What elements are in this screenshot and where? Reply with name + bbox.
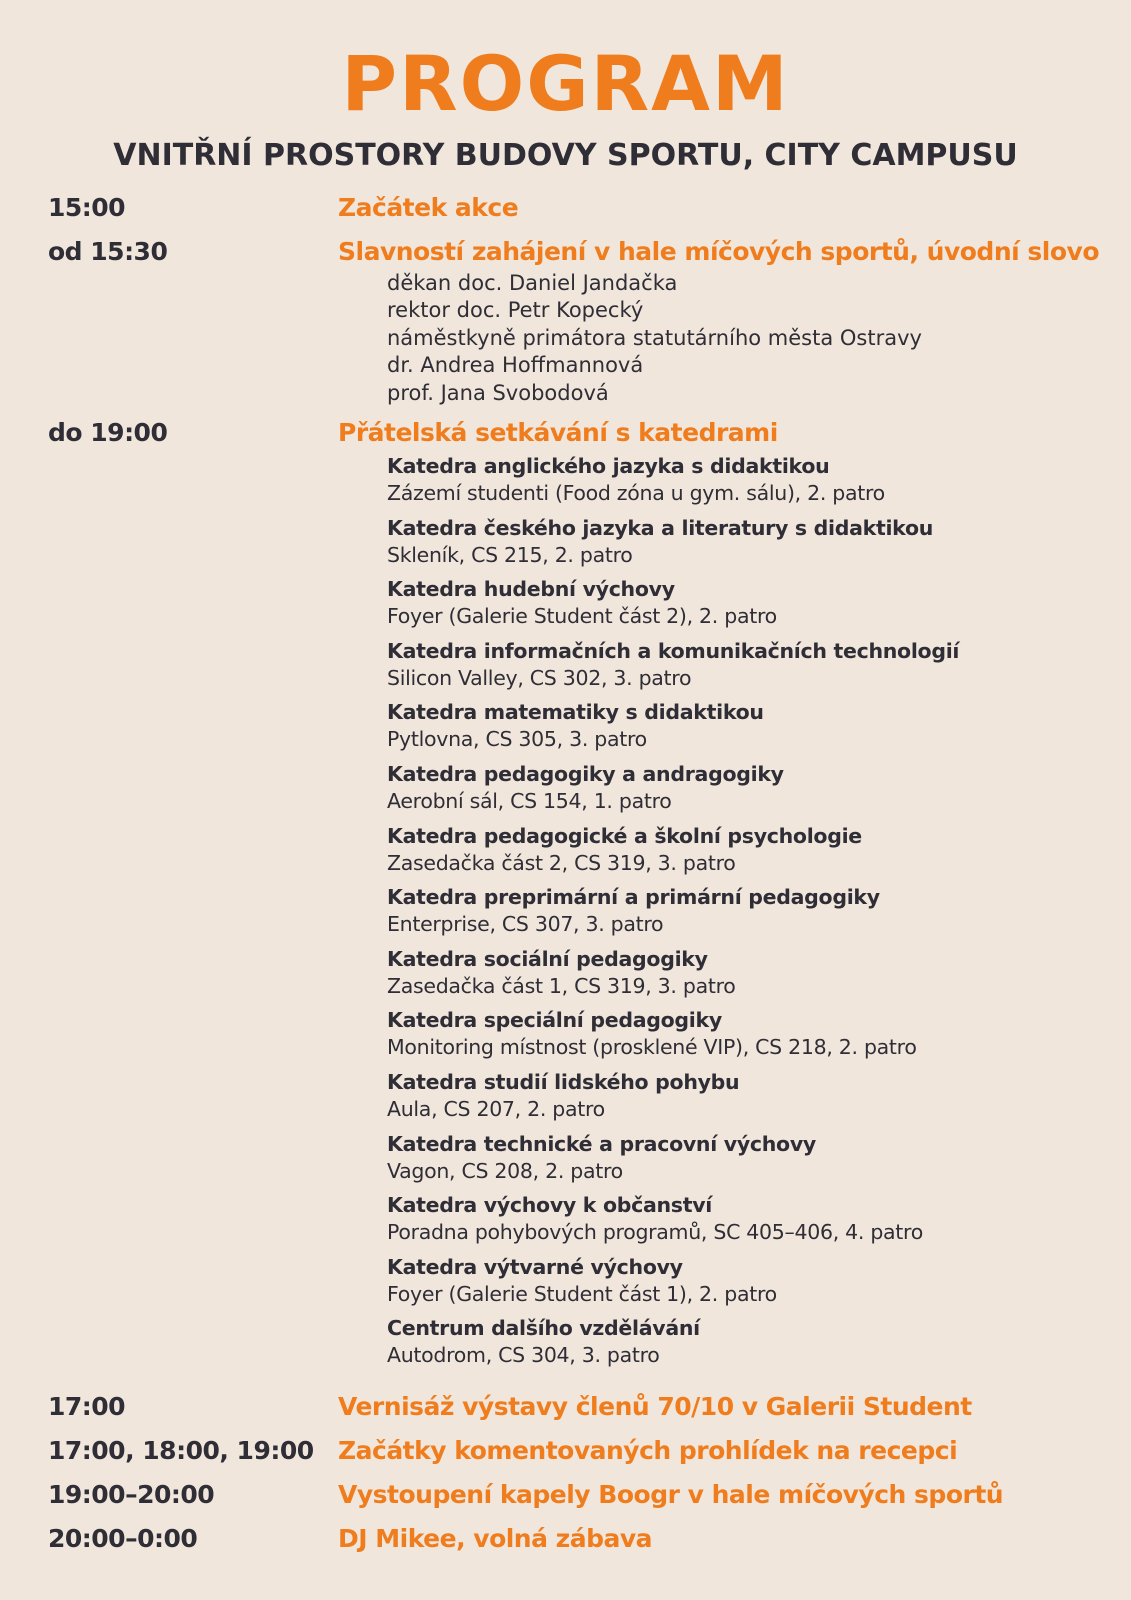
schedule-event: Začátky komentovaných prohlídek na recepci — [338, 1435, 958, 1465]
schedule-time: 15:00 — [48, 193, 126, 222]
speaker-item: prof. Jana Svobodová — [387, 380, 609, 405]
schedule-row — [48, 186, 1108, 230]
department-item — [387, 638, 1108, 700]
department-name: Katedra výchovy k občanství — [387, 1193, 712, 1218]
schedule-time: 20:00–0:00 — [48, 1523, 198, 1553]
schedule-event: Začátek akce — [338, 193, 519, 222]
schedule-event: Přátelská setkávání s katedrami — [338, 418, 778, 448]
speaker-list — [387, 270, 1108, 407]
schedule-event: Vernisáž výstavy členů 70/10 v Galerii Student — [338, 1391, 972, 1421]
department-location: Enterprise, CS 307, 3. patro — [387, 912, 664, 937]
department-name: Katedra pedagogické a školní psychologie — [387, 823, 862, 848]
department-item — [387, 1315, 1108, 1377]
department-location: Skleník, CS 215, 2. patro — [387, 542, 633, 567]
schedule-row — [48, 1473, 1108, 1517]
department-name: Katedra anglického jazyka s didaktikou — [387, 454, 830, 479]
department-item — [387, 453, 1108, 515]
department-name: Katedra českého jazyka a literatury s didaktikou — [387, 515, 934, 540]
department-location: Autodrom, CS 304, 3. patro — [387, 1343, 660, 1368]
speaker-item: děkan doc. Daniel Jandačka — [387, 271, 678, 295]
schedule-event: Slavností zahájení v hale míčových sportů, úvodní slovo — [338, 237, 1099, 266]
schedule-row — [48, 1517, 1108, 1561]
schedule-event: Vystoupení kapely Boogr v hale míčových sportů — [338, 1479, 1004, 1509]
department-name: Centrum dalšího vzdělávání — [387, 1316, 700, 1341]
page-subtitle: VNITŘNÍ PROSTORY BUDOVY SPORTU, CITY CAMPUSU — [113, 138, 1018, 173]
schedule-time: 19:00–20:00 — [48, 1479, 215, 1509]
department-item — [387, 515, 1108, 577]
department-item — [387, 576, 1108, 638]
department-name: Katedra pedagogiky a andragogiky — [387, 762, 784, 786]
schedule-row — [48, 1429, 1108, 1473]
department-item — [387, 823, 1108, 885]
department-location: Pytlovna, CS 305, 3. patro — [387, 727, 647, 752]
department-item — [387, 699, 1108, 761]
schedule-time: 17:00 — [48, 1391, 126, 1421]
speaker-item: dr. Andrea Hoffmannová — [387, 353, 644, 378]
department-item — [387, 1131, 1108, 1193]
schedule-row — [48, 411, 1108, 455]
department-location: Zasedačka část 1, CS 319, 3. patro — [387, 973, 736, 998]
department-location: Monitoring místnost (prosklené VIP), CS 218, 2. patro — [387, 1035, 917, 1060]
schedule-time: do 19:00 — [48, 418, 168, 448]
schedule-row — [48, 1385, 1108, 1429]
department-location: Aerobní sál, CS 154, 1. patro — [387, 789, 672, 813]
department-location: Zasedačka část 2, CS 319, 3. patro — [387, 850, 736, 875]
department-name: Katedra technické a pracovní výchovy — [387, 1131, 816, 1156]
department-location: Silicon Valley, CS 302, 3. patro — [387, 665, 692, 690]
speaker-item: náměstkyně primátora statutárního města Ostravy — [387, 325, 922, 350]
department-item — [387, 1007, 1108, 1069]
department-name: Katedra sociální pedagogiky — [387, 946, 708, 971]
department-item — [387, 946, 1108, 1008]
department-list — [387, 453, 1108, 1377]
schedule-event: DJ Mikee, volná zábava — [338, 1523, 653, 1553]
department-name: Katedra výtvarné výchovy — [387, 1254, 683, 1279]
department-name: Katedra hudební výchovy — [387, 577, 675, 602]
department-item — [387, 1069, 1108, 1131]
department-location: Poradna pohybových programů, SC 405–406, 4. patro — [387, 1220, 923, 1245]
department-location: Vagon, CS 208, 2. patro — [387, 1158, 623, 1183]
schedule-time: od 15:30 — [48, 237, 168, 266]
page-title: PROGRAM — [341, 39, 790, 128]
department-name: Katedra matematiky s didaktikou — [387, 700, 764, 725]
department-item — [387, 1192, 1108, 1254]
department-location: Aula, CS 207, 2. patro — [387, 1096, 605, 1121]
schedule — [48, 186, 1108, 1561]
department-item — [387, 1254, 1108, 1316]
department-location: Foyer (Galerie Student část 1), 2. patro — [387, 1281, 777, 1306]
schedule-row — [48, 230, 1108, 274]
department-item — [387, 884, 1108, 946]
schedule-time: 17:00, 18:00, 19:00 — [48, 1435, 314, 1465]
department-location: Foyer (Galerie Student část 2), 2. patro — [387, 604, 777, 629]
department-location: Zázemí studenti (Food zóna u gym. sálu), 2. patro — [387, 481, 885, 506]
department-item — [387, 761, 1108, 823]
department-name: Katedra informačních a komunikačních technologií — [387, 638, 960, 663]
speaker-item: rektor doc. Petr Kopecký — [387, 298, 644, 323]
department-name: Katedra preprimární a primární pedagogiky — [387, 885, 880, 910]
department-name: Katedra speciální pedagogiky — [387, 1008, 722, 1033]
department-name: Katedra studií lidského pohybu — [387, 1069, 740, 1094]
